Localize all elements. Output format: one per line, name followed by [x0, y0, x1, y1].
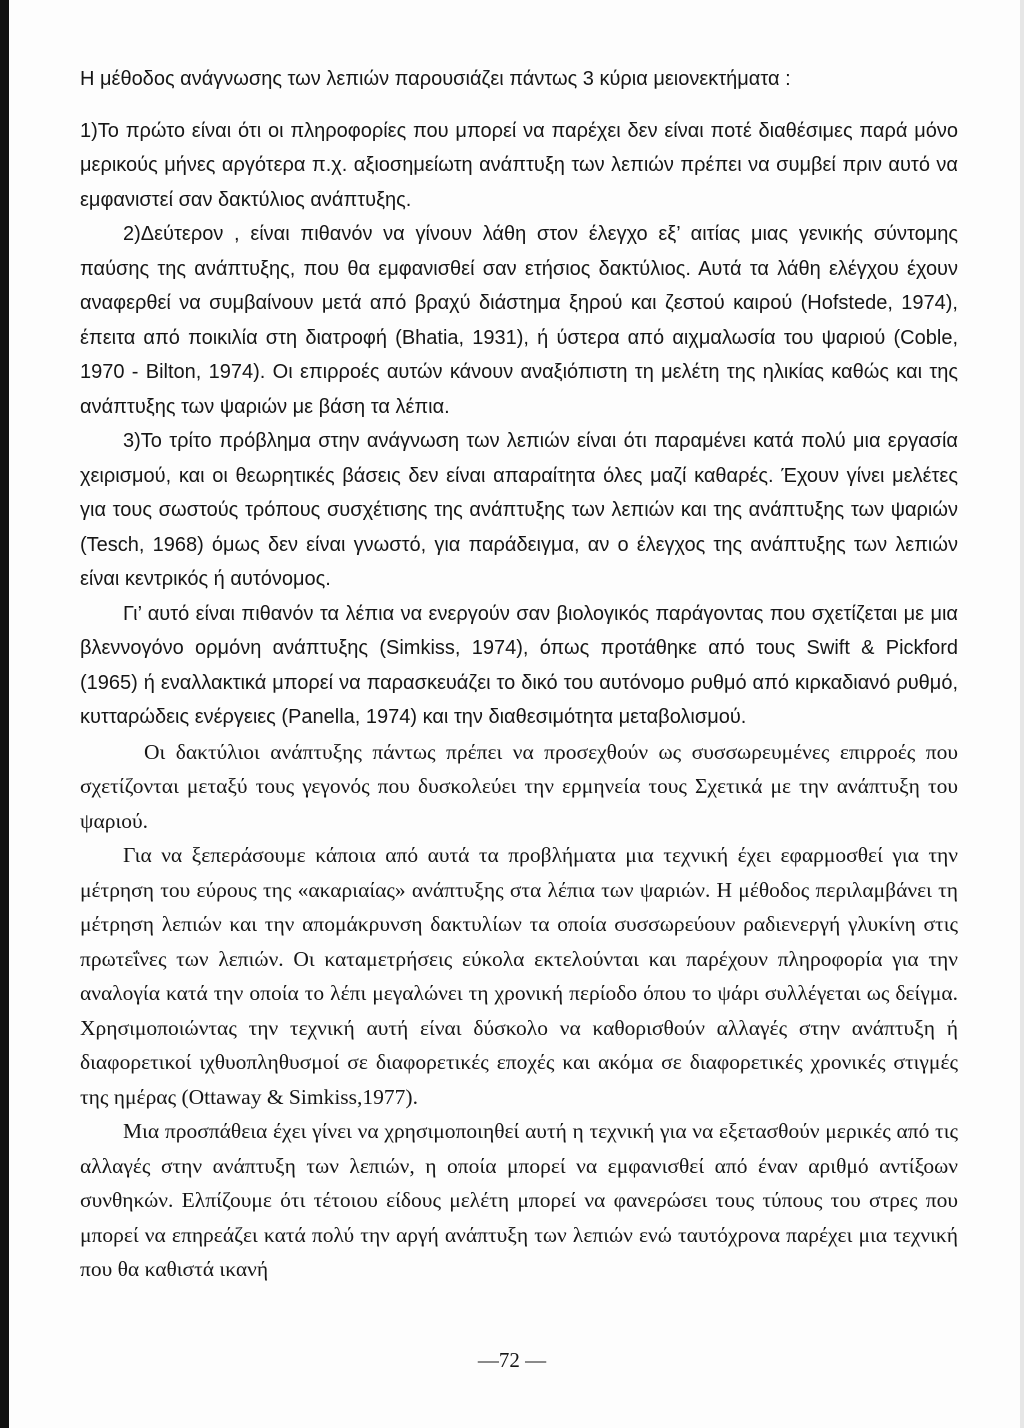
paragraph-point-3: 3)Το τρίτο πρόβλημα στην ανάγνωση των λεπιών είναι ότι παραμένει κατά πολύ μια εργασία χειρισμού, και οι θεωρητικές βάσεις δεν είναι απαραίτητα όλες μαζί καθαρές. Έχουν γίνει μελέτες για τους σωστούς τρόπους συσχέτισης της ανάπτυξης των λεπιών και της ανάπτυξης των ψαριών (Tesch, 1968) όμως δεν είναι γνωστό, για παράδειγμα, αν ο έλεγχος της ανάπτυξης των λεπιών είναι κεντρικός ή αυτόνομος. [80, 430, 958, 590]
paragraph-intro: Η μέθοδος ανάγνωσης των λεπιών παρουσιάζει πάντως 3 κύρια μειονεκτήματα : [80, 68, 791, 90]
scan-border-right [1020, 0, 1024, 1428]
paragraph-technique: Για να ξεπεράσουμε κάποια από αυτά τα προβλήματα μια τεχνική έχει εφαρμοσθεί για την μέτρηση του εύρους της «ακαριαίας» ανάπτυξης στα λέπια των ψαριών. Η μέθοδος περιλαμβάνει τη μέτρηση λεπιών και την απομάκρυνση δακτυλίων τα οποία συσσωρεύουν ραδιενεργή γλυκίνη στις πρωτεΐνες των λεπιών. Οι καταμετρήσεις εύκολα εκτελούνται και παρέχουν πληροφορία για την αναλογία κατά την οποία το λέπι μεγαλώνει τη χρονική περίοδο όπου το ψάρι συλλέγεται ως δείγμα. Χρησιμοποιώντας την τεχνική αυτή είναι δύσκολο να καθορισθούν αλλαγές στην ανάπτυξη ή διαφορετικοί ιχθυοπληθυσμοί σε διαφορετικές εποχές και ακόμα σε διαφορετικές χρονικές στιγμές της ημέρας (Ottaway & Simkiss,1977). [80, 843, 958, 1109]
paragraph-growth-rings: Οι δακτύλιοι ανάπτυξης πάντως πρέπει να προσεχθούν ως συσσωρευμένες επιρροές που σχετίζονται μεταξύ τους γεγονός που δυσκολεύει την ερμηνεία τους Σχετικά με την ανάπτυξη του ψαριού. [80, 739, 958, 833]
paragraph-point-1: 1)Το πρώτο είναι ότι οι πληροφορίες που μπορεί να παρέχει δεν είναι ποτέ διαθέσιμες παρά μόνο μερικούς μήνες αργότερα π.χ. αξιοσημείωτη ανάπτυξη των λεπιών πρέπει να συμβεί πριν αυτό να εμφανιστεί σαν δακτύλιος ανάπτυξης. [80, 119, 958, 211]
paragraph-hormone: Γι’ αυτό είναι πιθανόν τα λέπια να ενεργούν σαν βιολογικός παράγοντας που σχετίζεται με μια βλεννογόνο ορμόνη ανάπτυξης (Simkiss, 1974), όπως προτάθηκε από τους Swift & Pickford (1965) ή εναλλακτικά μπορεί να παρασκευάζει το δικό του αυτόνομο ρυθμό από κιρκαδιανό ρυθμό, κυτταρώδεις ενέργειες (Panella, 1974) και την διαθεσιμότητα μεταβολισμού. [80, 602, 958, 728]
scan-border-left [0, 0, 9, 1428]
paragraph-point-2: 2)Δεύτερον , είναι πιθανόν να γίνουν λάθη στον έλεγχο εξ’ αιτίας μιας γενικής σύντομης παύσης της ανάπτυξης, που θα εμφανισθεί σαν ετήσιος δακτύλιος. Αυτά τα λάθη ελέγχου έχουν αναφερθεί να συμβαίνουν μετά από βραχύ διάστημα ξηρού και ζεστού καιρού (Hofstede, 1974), έπειτα από ποικιλία στη διατροφή (Bhatia, 1931), ή ύστερα από αιχμαλωσία του ψαριού (Coble, 1970 - Bilton, 1974). Οι επιρροές αυτών κάνουν αναξιόπιστη τη μελέτη της ηλικίας καθώς και της ανάπτυξης των ψαριών με βάση τα λέπια. [80, 223, 958, 418]
body-text [80, 62, 958, 1287]
paragraph-attempt: Μια προσπάθεια έχει γίνει να χρησιμοποιηθεί αυτή η τεχνική για να εξετασθούν μερικές από τις αλλαγές στην ανάπτυξη των λεπιών, η οποία μπορεί να εμφανισθεί από έναν αριθμό αντίξοων συνθηκών. Ελπίζουμε ότι τέτοιου είδους μελέτη μπορεί να φανερώσει τους τύπους του στρες που μπορεί να επηρεάζει κατά πολύ την αργή ανάπτυξη των λεπιών ενώ ταυτόχρονα παρέχει μια τεχνική που θα καθιστά ικανή [80, 1119, 958, 1281]
page-number: —72 — [477, 1348, 547, 1372]
